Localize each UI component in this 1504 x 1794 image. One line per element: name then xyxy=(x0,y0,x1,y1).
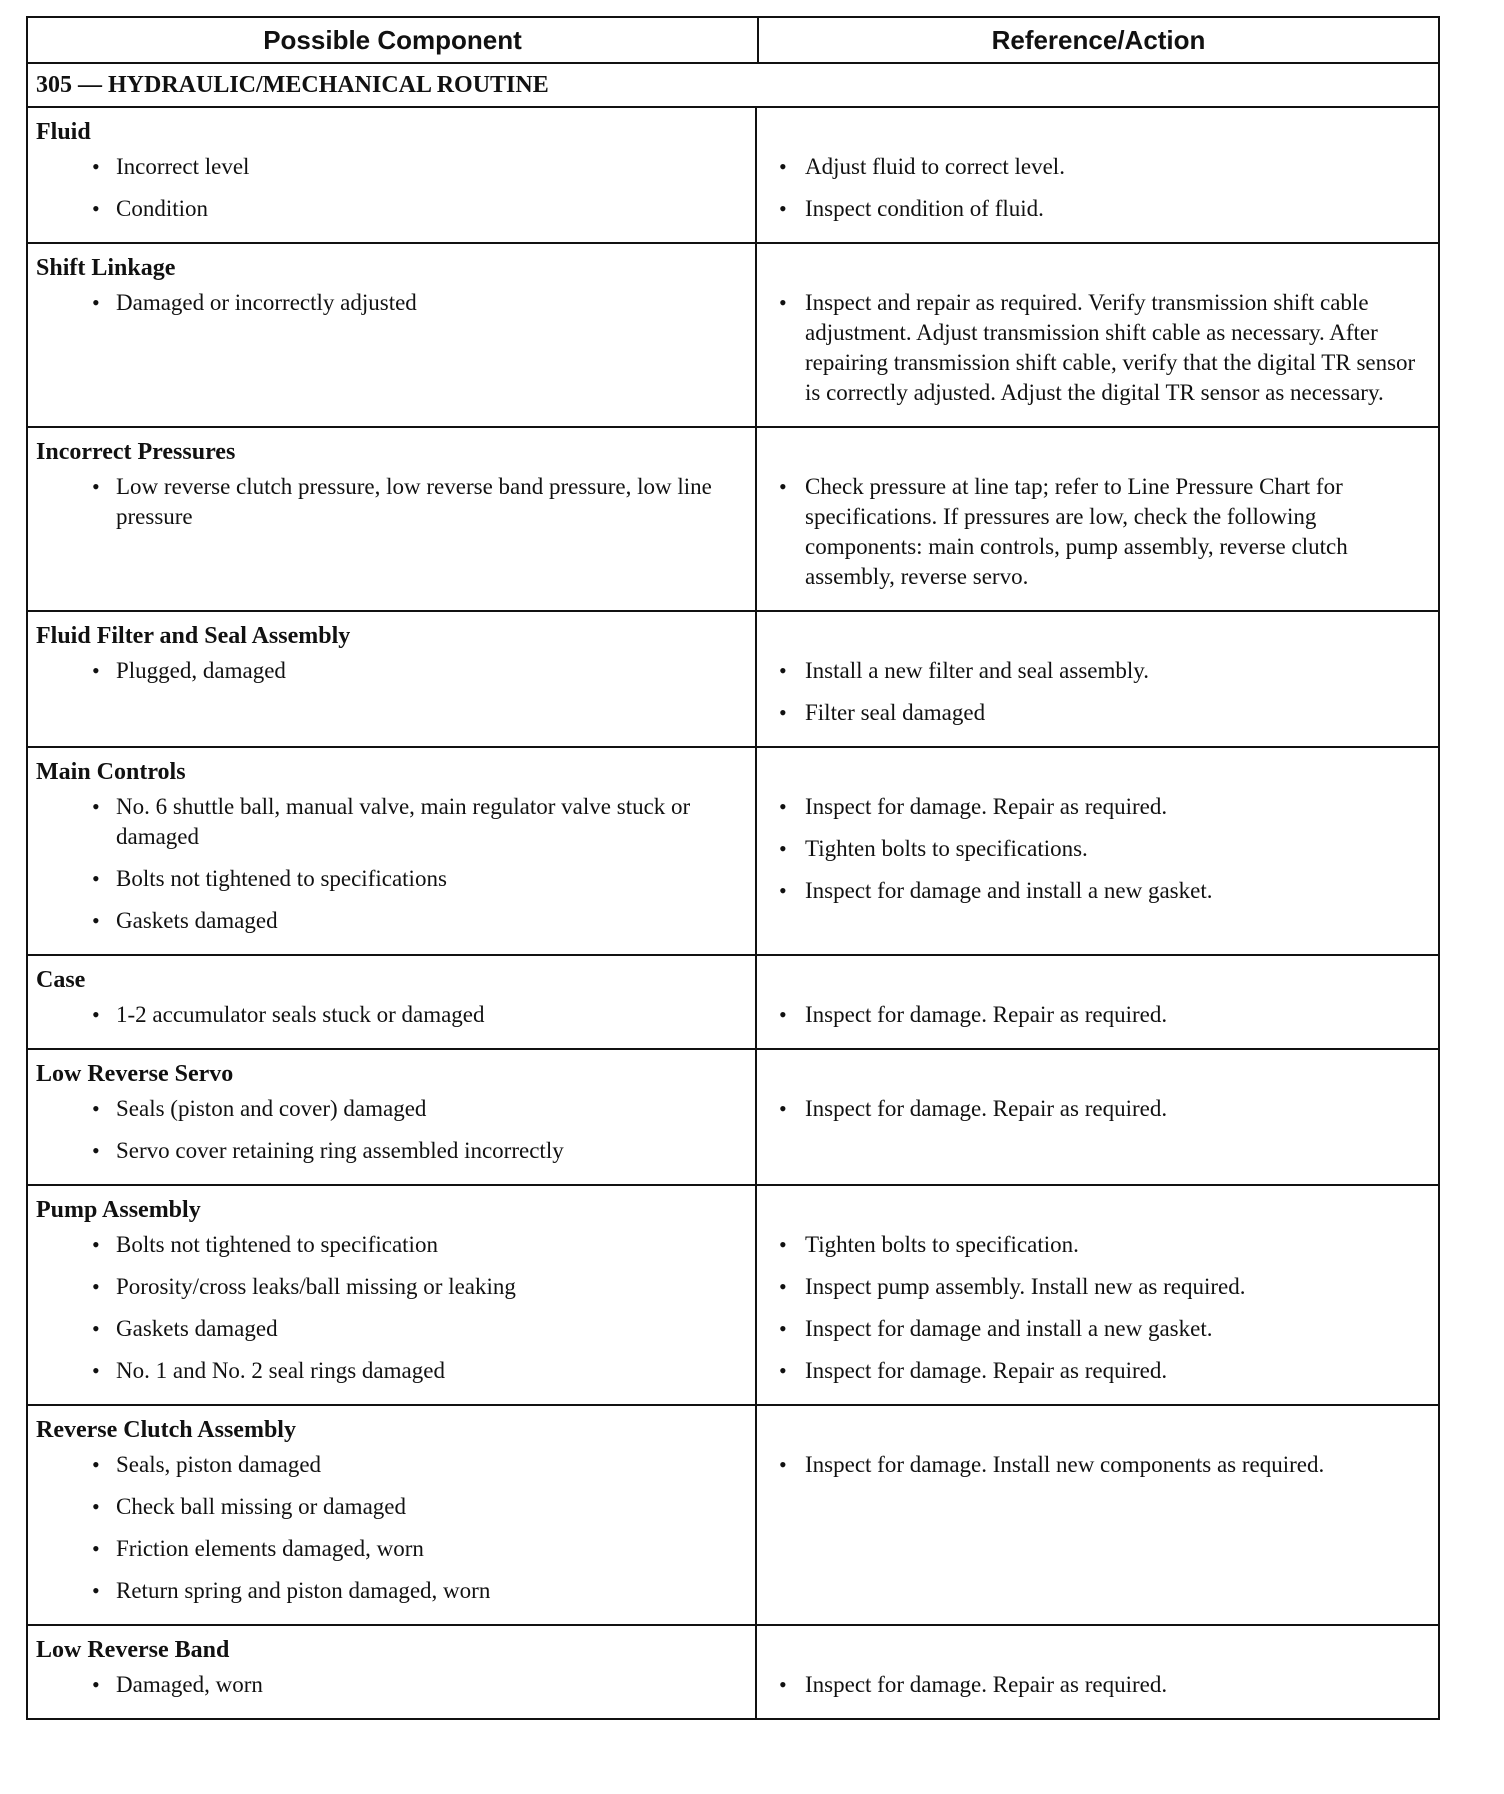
component-item: • Bolts not tightened to specifications xyxy=(36,864,747,894)
action-item: • Tighten bolts to specifications. xyxy=(765,834,1430,864)
action-cell xyxy=(757,1406,1438,1624)
section-title: Pump Assembly xyxy=(36,1197,201,1223)
component-item: • Gaskets damaged xyxy=(36,906,747,936)
action-cell xyxy=(757,108,1438,242)
table-section xyxy=(28,748,1438,956)
section-title: Reverse Clutch Assembly xyxy=(36,1417,296,1443)
table-section xyxy=(28,428,1438,612)
component-item: • Porosity/cross leaks/ball missing or leaking xyxy=(36,1272,747,1302)
action-item: • Inspect for damage. Repair as required. xyxy=(765,792,1430,822)
section-title: Shift Linkage xyxy=(36,255,176,281)
action-item: • Inspect for damage. Repair as required. xyxy=(765,1094,1430,1124)
action-cell xyxy=(757,1186,1438,1404)
action-item: • Check pressure at line tap; refer to Line Pressure Chart for specifications. If pressures are low, check the following components: main controls, pump assembly, reverse clutch assembly, reverse servo. xyxy=(765,472,1430,592)
component-item: • Check ball missing or damaged xyxy=(36,1492,747,1522)
component-item: • Gaskets damaged xyxy=(36,1314,747,1344)
action-cell xyxy=(757,1626,1438,1718)
component-item: • Damaged or incorrectly adjusted xyxy=(36,288,747,318)
action-cell xyxy=(757,748,1438,954)
action-item: • Adjust fluid to correct level. xyxy=(765,152,1430,182)
section-title: Fluid xyxy=(36,119,91,145)
action-spacer xyxy=(765,752,1430,792)
component-cell xyxy=(28,1186,757,1404)
action-spacer xyxy=(765,248,1430,288)
table-body xyxy=(28,108,1438,1718)
table-section xyxy=(28,108,1438,244)
component-item: • Bolts not tightened to specification xyxy=(36,1230,747,1260)
action-spacer xyxy=(765,1190,1430,1230)
table-section xyxy=(28,1050,1438,1186)
component-cell xyxy=(28,244,757,426)
section-title: Low Reverse Servo xyxy=(36,1061,234,1087)
action-item: • Install a new filter and seal assembly. xyxy=(765,656,1430,686)
table-section xyxy=(28,956,1438,1050)
table-header xyxy=(28,18,1438,64)
action-spacer xyxy=(765,616,1430,656)
header-reference-action: Reference/Action xyxy=(991,24,1206,55)
action-spacer xyxy=(765,112,1430,152)
section-title: Low Reverse Band xyxy=(36,1637,230,1663)
action-item: • Inspect condition of fluid. xyxy=(765,194,1430,224)
action-item: • Inspect for damage. Repair as required. xyxy=(765,1000,1430,1030)
component-item: • Incorrect level xyxy=(36,152,747,182)
table-section xyxy=(28,1406,1438,1626)
component-item: • Seals, piston damaged xyxy=(36,1450,747,1480)
action-item: • Inspect for damage. Repair as required. xyxy=(765,1670,1430,1700)
table-section xyxy=(28,1186,1438,1406)
component-item: • 1-2 accumulator seals stuck or damaged xyxy=(36,1000,747,1030)
action-spacer xyxy=(765,1630,1430,1670)
component-cell xyxy=(28,1406,757,1624)
action-spacer xyxy=(765,432,1430,472)
action-item: • Inspect pump assembly. Install new as required. xyxy=(765,1272,1430,1302)
action-item: • Tighten bolts to specification. xyxy=(765,1230,1430,1260)
component-item: • No. 1 and No. 2 seal rings damaged xyxy=(36,1356,747,1386)
action-item: • Inspect and repair as required. Verify transmission shift cable adjustment. Adjust transmission shift cable as necessary. After repairing transmission shift cable, verify that the digital TR sensor is correctly adjusted. Adjust the digital TR sensor as necessary. xyxy=(765,288,1430,408)
table-section xyxy=(28,1626,1438,1718)
section-title: Incorrect Pressures xyxy=(36,439,236,465)
component-cell xyxy=(28,1050,757,1184)
component-item: • Servo cover retaining ring assembled incorrectly xyxy=(36,1136,747,1166)
component-cell xyxy=(28,1626,757,1718)
table-section xyxy=(28,612,1438,748)
action-item: • Filter seal damaged xyxy=(765,698,1430,728)
component-item: • Seals (piston and cover) damaged xyxy=(36,1094,747,1124)
action-cell xyxy=(757,956,1438,1048)
component-cell xyxy=(28,108,757,242)
action-item: • Inspect for damage and install a new gasket. xyxy=(765,1314,1430,1344)
action-cell xyxy=(757,1050,1438,1184)
component-cell xyxy=(28,612,757,746)
action-cell xyxy=(757,428,1438,610)
component-item: • No. 6 shuttle ball, manual valve, main regulator valve stuck or damaged xyxy=(36,792,747,852)
section-title: Fluid Filter and Seal Assembly xyxy=(36,623,351,649)
diagnosis-table xyxy=(26,16,1440,1720)
table-section xyxy=(28,244,1438,428)
component-item: • Damaged, worn xyxy=(36,1670,747,1700)
component-cell xyxy=(28,956,757,1048)
component-cell xyxy=(28,748,757,954)
action-item: • Inspect for damage. Install new components as required. xyxy=(765,1450,1430,1480)
action-cell xyxy=(757,244,1438,426)
action-cell xyxy=(757,612,1438,746)
action-item: • Inspect for damage and install a new gasket. xyxy=(765,876,1430,906)
component-cell xyxy=(28,428,757,610)
action-spacer xyxy=(765,1054,1430,1094)
component-item: • Return spring and piston damaged, worn xyxy=(36,1576,747,1606)
component-item: • Condition xyxy=(36,194,747,224)
section-title: Main Controls xyxy=(36,759,186,785)
action-spacer xyxy=(765,960,1430,1000)
routine-title: 305 — HYDRAULIC/MECHANICAL ROUTINE xyxy=(28,64,1438,108)
component-item: • Plugged, damaged xyxy=(36,656,747,686)
action-item: • Inspect for damage. Repair as required. xyxy=(765,1356,1430,1386)
component-item: • Friction elements damaged, worn xyxy=(36,1534,747,1564)
section-title: Case xyxy=(36,967,86,993)
component-item: • Low reverse clutch pressure, low reverse band pressure, low line pressure xyxy=(36,472,747,532)
header-possible-component: Possible Component xyxy=(28,18,759,62)
action-spacer xyxy=(765,1410,1430,1450)
